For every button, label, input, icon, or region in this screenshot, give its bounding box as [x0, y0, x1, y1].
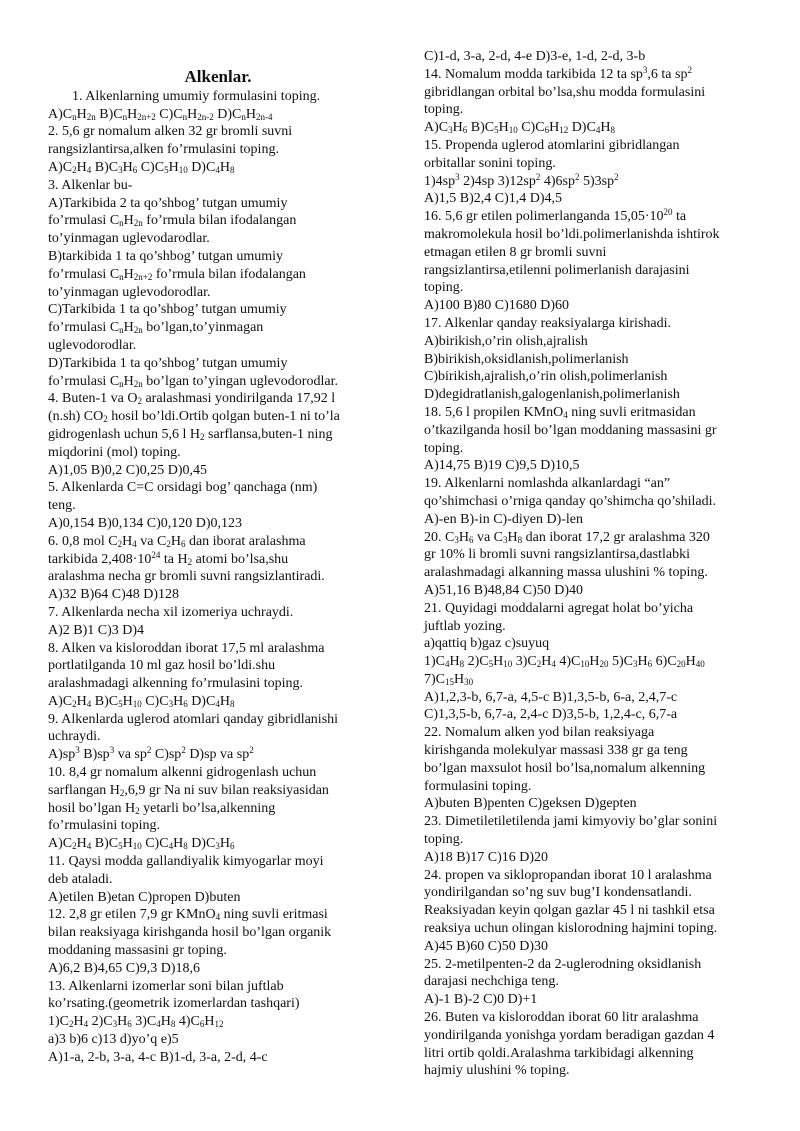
right-column-line: qo’shimchasi o’rniga qanday qo’shimcha qo’shiladi.	[424, 493, 717, 509]
right-column-line: etmagan etilen 8 gr bromli suvni	[424, 244, 607, 260]
left-column-line: bilan reaksiyaga kirishganda hosil bo’lgan organik	[48, 925, 332, 941]
left-column-line: 4. Buten-1 va $O_2$ aralashmasi yondirilganda 17,92 l	[48, 391, 336, 407]
right-column-line: Reaksiyadan keyin qolgan gazlar 45 l ni tashkil etsa	[424, 903, 715, 919]
right-column-line: gibridlangan orbital bo’lsa,shu modda formulasini	[424, 84, 706, 100]
left-column-line: B)tarkibida 1 ta qo’shbog’ tutgan umumiy	[48, 248, 283, 264]
left-column-line: rangsizlantirsa,alken fo’rmulasini toping.	[48, 142, 279, 158]
left-column-line: $A)C_nH_{2n}$ $B)C_nH_{2n+2}$ $C)C_nH_{2n-2}$ $D)C_nH_{2n-4}$	[48, 106, 273, 122]
right-column-line: o’tkazilganda hosil bo’lgan moddaning massasini gr	[424, 422, 717, 438]
right-column-line: 24. propen va siklopropandan iborat 10 l aralashma	[424, 867, 712, 883]
right-column-line: 14. Nomalum modda tarkibida 12 ta $sp^3,6$ ta $sp^2$	[424, 64, 692, 82]
right-column-line: $1)4sp^3$ 2)4sp $3)12sp^2$ $4)6sp^2$ $5)3sp^2$	[424, 171, 619, 189]
right-column-line: litri ortib qoldi.Aralashma tarkibidagi alkenning	[424, 1045, 694, 1061]
right-column-line: formulasini toping.	[424, 778, 532, 794]
right-column-line: 18. 5,6 l propilen KMnO$_4$ ning suvli eritmasidan	[424, 404, 696, 420]
left-column-line: A)1,05 B)0,2 C)0,25 D)0,45	[48, 462, 208, 478]
right-column-line: C)1,3,5-b, 6,7-a, 2,4-c D)3,5-b, 1,2,4-c, 6,7-a	[424, 707, 678, 723]
right-column-line: 16. 5,6 gr etilen polimerlanganda $15,05\cdot 10^{20}$ ta	[424, 207, 687, 225]
left-column-line: D)Tarkibida 1 ta qo’shbog’ tutgan umumiy	[48, 355, 288, 371]
left-column-line: sarflangan $H_2,6,9$ gr Na ni suv bilan reaksiyasidan	[48, 782, 329, 798]
left-column-line: 3. Alkenlar bu-	[48, 177, 133, 193]
left-column-line: uglevodorodlar.	[48, 337, 137, 353]
left-column-line: $A)C_2H_4$ $B)C_5H_{10}$ $C)C_4H_8$ $D)C_3H_6$	[48, 836, 235, 852]
left-column	[48, 48, 378, 1067]
left-column-line: tarkibida $2,408\cdot 10^{24}$ ta $H_2$ atomi bo’lsa,shu	[48, 549, 289, 567]
left-column-line: 9. Alkenlarda uglerod atomlari qanday gibridlanishi	[48, 711, 339, 727]
left-column-line: A)0,154 B)0,134 C)0,120 D)0,123	[48, 515, 243, 531]
right-column-line: B)birikish,oksidlanish,polimerlanish	[424, 351, 629, 367]
left-column-line: A)32 B)64 C)48 D)128	[48, 587, 180, 603]
right-column-line: 20. $C_3H_6$ va $C_3H_8$ dan iborat 17,2 gr aralashma 320	[424, 529, 710, 545]
left-column-line: 2. 5,6 gr nomalum alken 32 gr bromli suvni	[48, 124, 293, 140]
left-column-line: aralashma necha gr bromli suvni rangsizlantiradi.	[48, 569, 325, 585]
right-column-line: C)birikish,ajralish,o’rin olish,polimerlanish	[424, 369, 668, 385]
right-column-line: A)buten B)penten C)geksen D)gepten	[424, 796, 637, 812]
right-column-line: 19. Alkenlarni nomlashda alkanlardagi “an”	[424, 476, 671, 492]
right-column-line: 22. Nomalum alken yod bilan reaksiyaga	[424, 725, 655, 741]
left-column-line: miqdorini (mol) toping.	[48, 444, 181, 460]
right-column-line: A)-en B)-in C)-diyen D)-len	[424, 511, 584, 527]
left-column-line: to’yinmagan uglevodorodlar.	[48, 284, 211, 300]
right-column-line: A)1,2,3-b, 6,7-a, 4,5-c B)1,3,5-b, 6-a, 2,4,7-c	[424, 689, 678, 705]
right-column-line: A)14,75 B)19 C)9,5 D)10,5	[424, 458, 580, 474]
left-column-line: 7. Alkenlarda necha xil izomeriya uchraydi.	[48, 604, 294, 620]
left-column-line: (n.sh) $CO_2$ hosil bo’ldi.Ortib qolgan buten-1 ni to’la	[48, 409, 340, 425]
right-column-line: gr 10% li bromli suvni rangsizlantirsa,dastlabki	[424, 547, 690, 563]
left-column-line: A)6,2 B)4,65 C)9,3 D)18,6	[48, 960, 201, 976]
left-column-line: fo’rmulasi $C_nH_{2n}$ bo’lgan to’yingan uglevodorodlar.	[48, 373, 338, 389]
right-column-line: yondirilganda yonishga yordam beradigan gazdan 4	[424, 1027, 715, 1043]
right-column-line: yondirilgandan so’ng suv bug’I kondensatlandi.	[424, 885, 692, 901]
left-column-line: 6. 0,8 mol $C_2H_4$ va $C_2H_6$ dan iborat aralashma	[48, 533, 306, 549]
left-column-line: 13. Alkenlarni izomerlar soni bilan juftlab	[48, 978, 284, 994]
left-column-line: 12. 2,8 gr etilen 7,9 gr KMnO$_4$ ning suvli eritmasi	[48, 907, 328, 923]
left-column-line: teng.	[48, 498, 76, 514]
right-column-line: a)qattiq b)gaz c)suyuq	[424, 636, 550, 652]
left-column-line: moddaning massasini gr toping.	[48, 943, 227, 959]
right-column-line: A)45 B)60 C)50 D)30	[424, 938, 549, 954]
left-column-line: hosil bo’lgan $H_2$ yetarli bo’lsa,alkenning	[48, 800, 276, 816]
right-column-line: $7)C_{15}H_{30}$	[424, 671, 474, 687]
right-column-line: C)1-d, 3-a, 2-d, 4-e D)3-e, 1-d, 2-d, 3-b	[424, 49, 646, 64]
left-column-line: $1)C_2H_4$ $2)C_3H_6$ $3)C_4H_8$ $4)C_6H_{12}$	[48, 1014, 224, 1030]
left-column-line: A)1-a, 2-b, 3-a, 4-c B)1-d, 3-a, 2-d, 4-c	[48, 1049, 268, 1065]
left-column-line: fo’rmulasi $C_nH_{2n}$ bo’lgan,to’yinmagan	[48, 320, 264, 336]
right-column-line: 17. Alkenlar qanday reaksiyalarga kirishadi.	[424, 315, 671, 331]
right-column-line: orbitallar sonini toping.	[424, 155, 556, 171]
right-column-line: toping.	[424, 832, 464, 848]
right-column-line: A)-1 B)-2 C)0 D)+1	[424, 992, 538, 1008]
right-column-line: toping.	[424, 102, 464, 118]
left-column-line: fo’rmulasi $C_nH_{2n}$ fo’rmula bilan ifodalangan	[48, 213, 297, 229]
right-column-line: D)degidratlanish,galogenlanish,polimerlanish	[424, 387, 680, 403]
right-column-line: 23. Dimetiletiletilenda jami kimyoviy bo’glar sonini	[424, 814, 718, 830]
left-column-line: to’yinmagan uglevodarodlar.	[48, 231, 210, 247]
left-column-line: 10. 8,4 gr nomalum alkenni gidrogenlash uchun	[48, 765, 317, 781]
left-column-line: A)Tarkibida 2 ta qo’shbog’ tutgan umumiy	[48, 195, 288, 211]
right-column-line: hajmiy ulushini % toping.	[424, 1063, 570, 1079]
right-column-line: 21. Quyidagi moddalarni agregat holat bo’yicha	[424, 600, 694, 616]
right-column-line: 15. Propenda uglerod atomlarini gibridlangan	[424, 137, 680, 153]
right-column-line: $1)C_4H_8$ $2)C_5H_{10}$ $3)C_2H_4$ $4)C_{10}H_{20}$ $5)C_3H_6$ $6)C_{20}H_{40}$	[424, 654, 705, 670]
right-column-line: A)51,16 B)48,84 C)50 D)40	[424, 582, 584, 598]
right-column-line: juftlab yozing.	[424, 618, 506, 634]
left-column-line: a)3 b)6 c)13 d)yo’q e)5	[48, 1032, 179, 1048]
left-column-line: 8. Alken va kisloroddan iborat 17,5 ml aralashma	[48, 640, 325, 656]
left-column-line: deb ataladi.	[48, 871, 113, 887]
right-column-line: A)birikish,o’rin olish,ajralish	[424, 333, 588, 349]
left-column-line: uchraydi.	[48, 729, 101, 745]
right-column-line: darajasi nechchiga teng.	[424, 974, 559, 990]
right-column-line: 25. 2-metilpenten-2 da 2-uglerodning oksidlanish	[424, 956, 702, 972]
left-column-line: A)etilen B)etan C)propen D)buten	[48, 889, 241, 905]
left-column-line: $A)C_2H_4$ $B)C_5H_{10}$ $C)C_3H_6$ $D)C_4H_8$	[48, 693, 235, 709]
left-column-line: 1. Alkenlarning umumiy formulasini toping.	[72, 88, 321, 104]
left-column-line: ko’rsating.(geometrik izomerlardan tashqari)	[48, 996, 300, 1012]
left-column-line: C)Tarkibida 1 ta qo’shbog’ tutgan umumiy	[48, 302, 287, 318]
left-column-line: fo’rmulasi $C_nH_{2n+2}$ fo’rmula bilan ifodalangan	[48, 266, 306, 282]
left-column-line: fo’rmulasini toping.	[48, 818, 160, 834]
left-column-line: gidrogenlash uchun 5,6 l $H_2$ sarflansa,buten-1 ning	[48, 426, 333, 442]
right-column-line: makromolekula hosil bo’ldi.polimerlanishda ishtirok	[424, 226, 720, 242]
left-column-line: $A)sp^3$ $B)sp^3$ va $sp^2$ $C)sp^2$ D)sp va $sp^2$	[48, 745, 254, 763]
right-column-line: reaksiya uchun olingan kislorodning hajmini toping.	[424, 921, 718, 937]
right-column-line: toping.	[424, 280, 464, 296]
right-column	[424, 48, 762, 1080]
right-column-line: rangsizlantirsa,etilenni polimerlanish darajasini	[424, 262, 690, 278]
right-column-line: A)100 B)80 C)1680 D)60	[424, 298, 570, 314]
right-column-line: $A)C_3H_6$ $B)C_5H_{10}$ $C)C_6H_{12}$ $D)C_4H_8$	[424, 120, 615, 136]
left-column-line: 5. Alkenlarda C=C orsidagi bog’ qanchaga (nm)	[48, 480, 318, 496]
left-column-line: A)2 B)1 C)3 D)4	[48, 622, 145, 638]
right-column-line: aralashmadagi alkanning massa ulushini % toping.	[424, 565, 708, 581]
left-column-line: $A)C_2H_4$ $B)C_3H_6$ $C)C_5H_{10}$ $D)C_4H_8$	[48, 159, 235, 175]
left-column-line: portlatilganda 10 ml gaz hosil bo’ldi.shu	[48, 658, 276, 674]
right-column-line: 26. Buten va kisloroddan iborat 60 litr aralashma	[424, 1010, 699, 1026]
left-column-line: aralashmadagi alkenning fo’rmulasini toping.	[48, 676, 304, 692]
right-column-line: A)1,5 B)2,4 C)1,4 D)4,5	[424, 191, 563, 207]
right-column-line: toping.	[424, 440, 464, 456]
left-column-line: 11. Qaysi modda gallandiyalik kimyogarlar moyi	[48, 854, 324, 870]
right-column-line: A)18 B)17 C)16 D)20	[424, 849, 549, 865]
page-title: Alkenlar.	[184, 67, 252, 86]
right-column-line: kirishganda molekulyar massasi 338 gr ga teng	[424, 743, 688, 759]
right-column-line: bo’lgan maxsulot hosil bo’lsa,nomalum alkenning	[424, 760, 706, 776]
